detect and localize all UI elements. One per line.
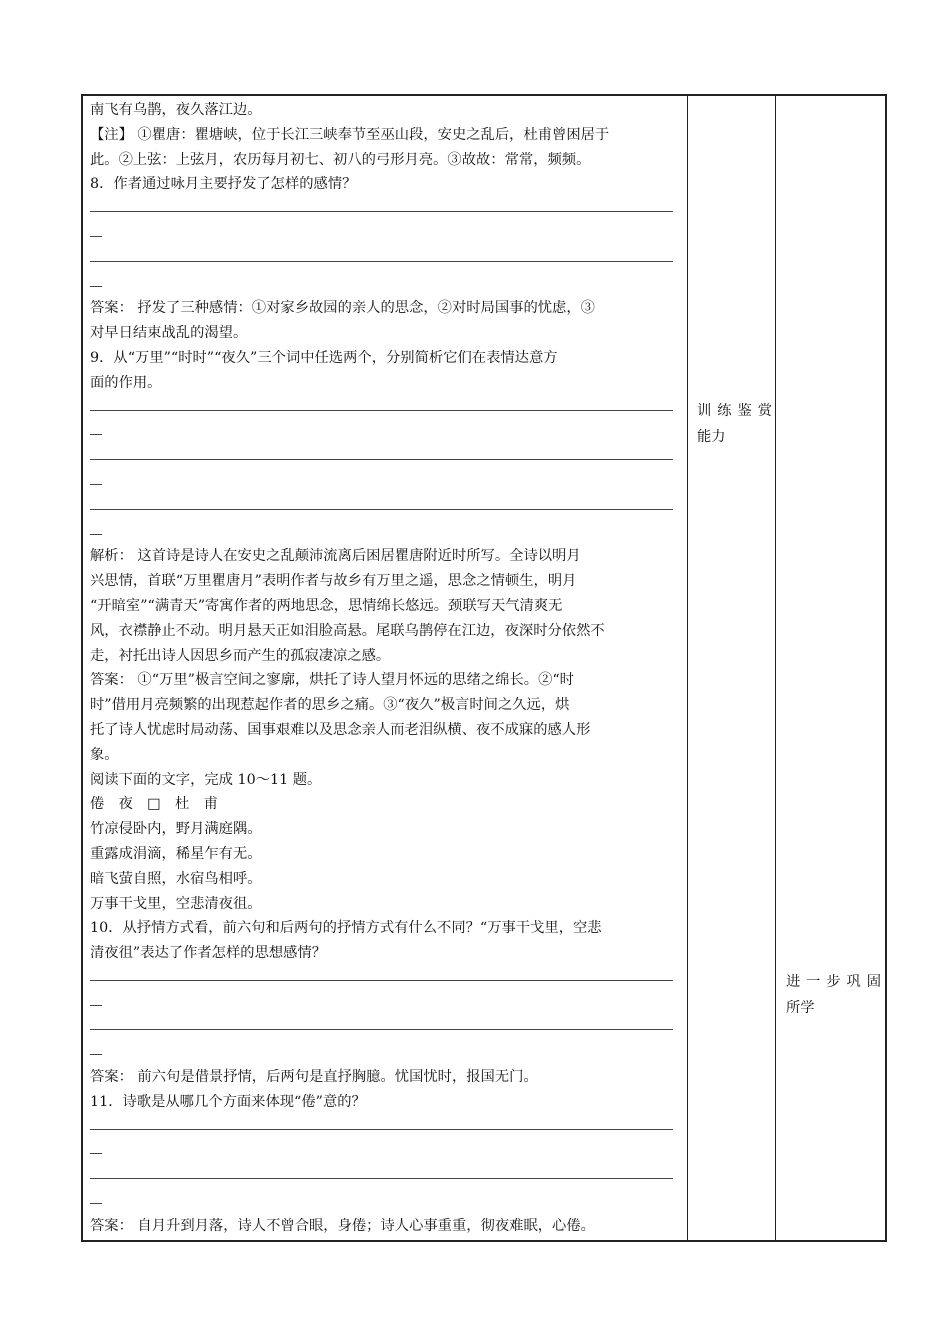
underline-rule	[90, 1178, 673, 1179]
purpose-line: 训练鉴赏	[697, 403, 772, 419]
text-line: 象。	[90, 746, 119, 763]
purpose-line: 能力	[697, 429, 726, 445]
column-divider-1	[687, 96, 688, 1240]
answer-blank-line	[90, 495, 680, 520]
answer-blank-tail	[90, 272, 680, 297]
text-line: 解析： 这首诗是诗人在安史之乱颠沛流离后困居瞿唐附近时所写。全诗以明月	[90, 548, 581, 565]
text-line: 万事干戈里，空悲清夜徂。	[90, 895, 262, 912]
text-line: 此。②上弦：上弦月，农历每月初七、初八的弓形月亮。③故故：常常，频频。	[90, 151, 591, 168]
text-line: 答案： 前六句是借景抒情，后两句是直抒胸臆。忧国忧时，报国无门。	[90, 1069, 538, 1086]
answer-blank-tail	[90, 520, 680, 545]
text-line: 清夜徂”表达了作者怎样的思想感情？	[90, 945, 327, 962]
text-line: 托了诗人忧虑时局动荡、国事艰难以及思念亲人而老泪纵横、夜不成寐的感人形	[90, 721, 591, 738]
answer-blank-tail	[90, 1139, 680, 1164]
underline-rule	[90, 1005, 102, 1006]
underline-rule	[90, 1129, 673, 1130]
answer-blank-line	[90, 1015, 680, 1040]
answer-blank-line	[90, 247, 680, 272]
answer-blank-line	[90, 445, 680, 470]
lesson-table	[81, 94, 887, 1242]
answer-blank-tail	[90, 420, 680, 445]
column-divider-2	[775, 96, 776, 1240]
answer-blank-line	[90, 966, 680, 991]
content-column	[90, 98, 680, 1239]
underline-rule	[90, 211, 673, 212]
underline-rule	[90, 236, 102, 237]
text-line: 暗飞萤自照，水宿鸟相呼。	[90, 870, 262, 887]
text-line: 南飞有乌鹊，夜久落江边。	[90, 102, 262, 118]
text-line: 8．作者通过咏月主要抒发了怎样的感情？	[90, 176, 357, 193]
text-line: 时”借用月亮频繁的出现惹起作者的思乡之痛。③“夜久”极言时间之久远，烘	[90, 697, 570, 714]
text-line: 风，衣襟静止不动。明月悬天正如泪脸高悬。尾联乌鹊停在江边，夜深时分依然不	[90, 622, 605, 639]
underline-rule	[90, 459, 673, 460]
underline-rule	[90, 1153, 102, 1154]
underline-rule	[90, 434, 102, 435]
goal-line: 所学	[786, 1000, 815, 1016]
answer-blank-tail	[90, 991, 680, 1016]
text-line: 9．从“万里”“时时”“夜久”三个词中任选两个，分别简析它们在表情达意方	[90, 349, 558, 366]
underline-rule	[90, 980, 673, 981]
text-line: 11．诗歌是从哪几个方面来体现“倦”意的？	[90, 1093, 366, 1110]
answer-blank-line	[90, 197, 680, 222]
purpose-cell	[697, 398, 772, 450]
answer-blank-line	[90, 1164, 680, 1189]
text-line: 走，衬托出诗人因思乡而产生的孤寂凄凉之感。	[90, 647, 391, 664]
answer-blank-tail	[90, 1040, 680, 1065]
text-line: 对早日结束战乱的渴望。	[90, 325, 248, 342]
answer-blank-tail	[90, 470, 680, 495]
underline-rule	[90, 509, 673, 510]
underline-rule	[90, 1054, 102, 1055]
goal-line: 进一步巩固	[786, 974, 881, 990]
text-line: 答案： ①“万里”极言空间之寥廓，烘托了诗人望月怀远的思绪之绵长。②“时	[90, 672, 574, 689]
answer-blank-tail	[90, 222, 680, 247]
text-line: 10．从抒情方式看，前六句和后两句的抒情方式有什么不同？“万事干戈里，空悲	[90, 920, 602, 937]
text-line: 兴思情，首联“万里瞿唐月”表明作者与故乡有万里之遥，思念之情顿生，明月	[90, 573, 577, 590]
text-line: 【注】 ①瞿唐：瞿塘峡，位于长江三峡奉节至巫山段，安史之乱后，杜甫曾困居于	[90, 126, 610, 143]
underline-rule	[90, 484, 102, 485]
text-line: “开暗室”“满青天”寄寓作者的两地思念，思情绵长悠远。颈联写天气清爽无	[90, 597, 563, 614]
goal-cell	[786, 969, 881, 1021]
underline-rule	[90, 286, 102, 287]
underline-rule	[90, 1203, 102, 1204]
answer-blank-tail	[90, 1189, 680, 1214]
text-line: 答案： 自月升到月落，诗人不曾合眼，身倦；诗人心事重重，彻夜难眠，心倦。	[90, 1217, 595, 1234]
answer-blank-line	[90, 1115, 680, 1140]
text-line: 面的作用。	[90, 374, 162, 391]
answer-blank-line	[90, 396, 680, 421]
text-line: 阅读下面的文字，完成 10～11 题。	[90, 771, 322, 788]
text-line: 倦 夜 □ 杜 甫	[90, 796, 218, 813]
underline-rule	[90, 534, 102, 535]
underline-rule	[90, 1029, 673, 1030]
text-line: 重露成涓滴，稀星乍有无。	[90, 845, 262, 862]
text-line: 答案： 抒发了三种感情：①对家乡故园的亲人的思念，②对时局国事的忧虑，③	[90, 300, 595, 317]
underline-rule	[90, 261, 673, 262]
underline-rule	[90, 410, 673, 411]
text-line: 竹凉侵卧内，野月满庭隅。	[90, 821, 262, 838]
